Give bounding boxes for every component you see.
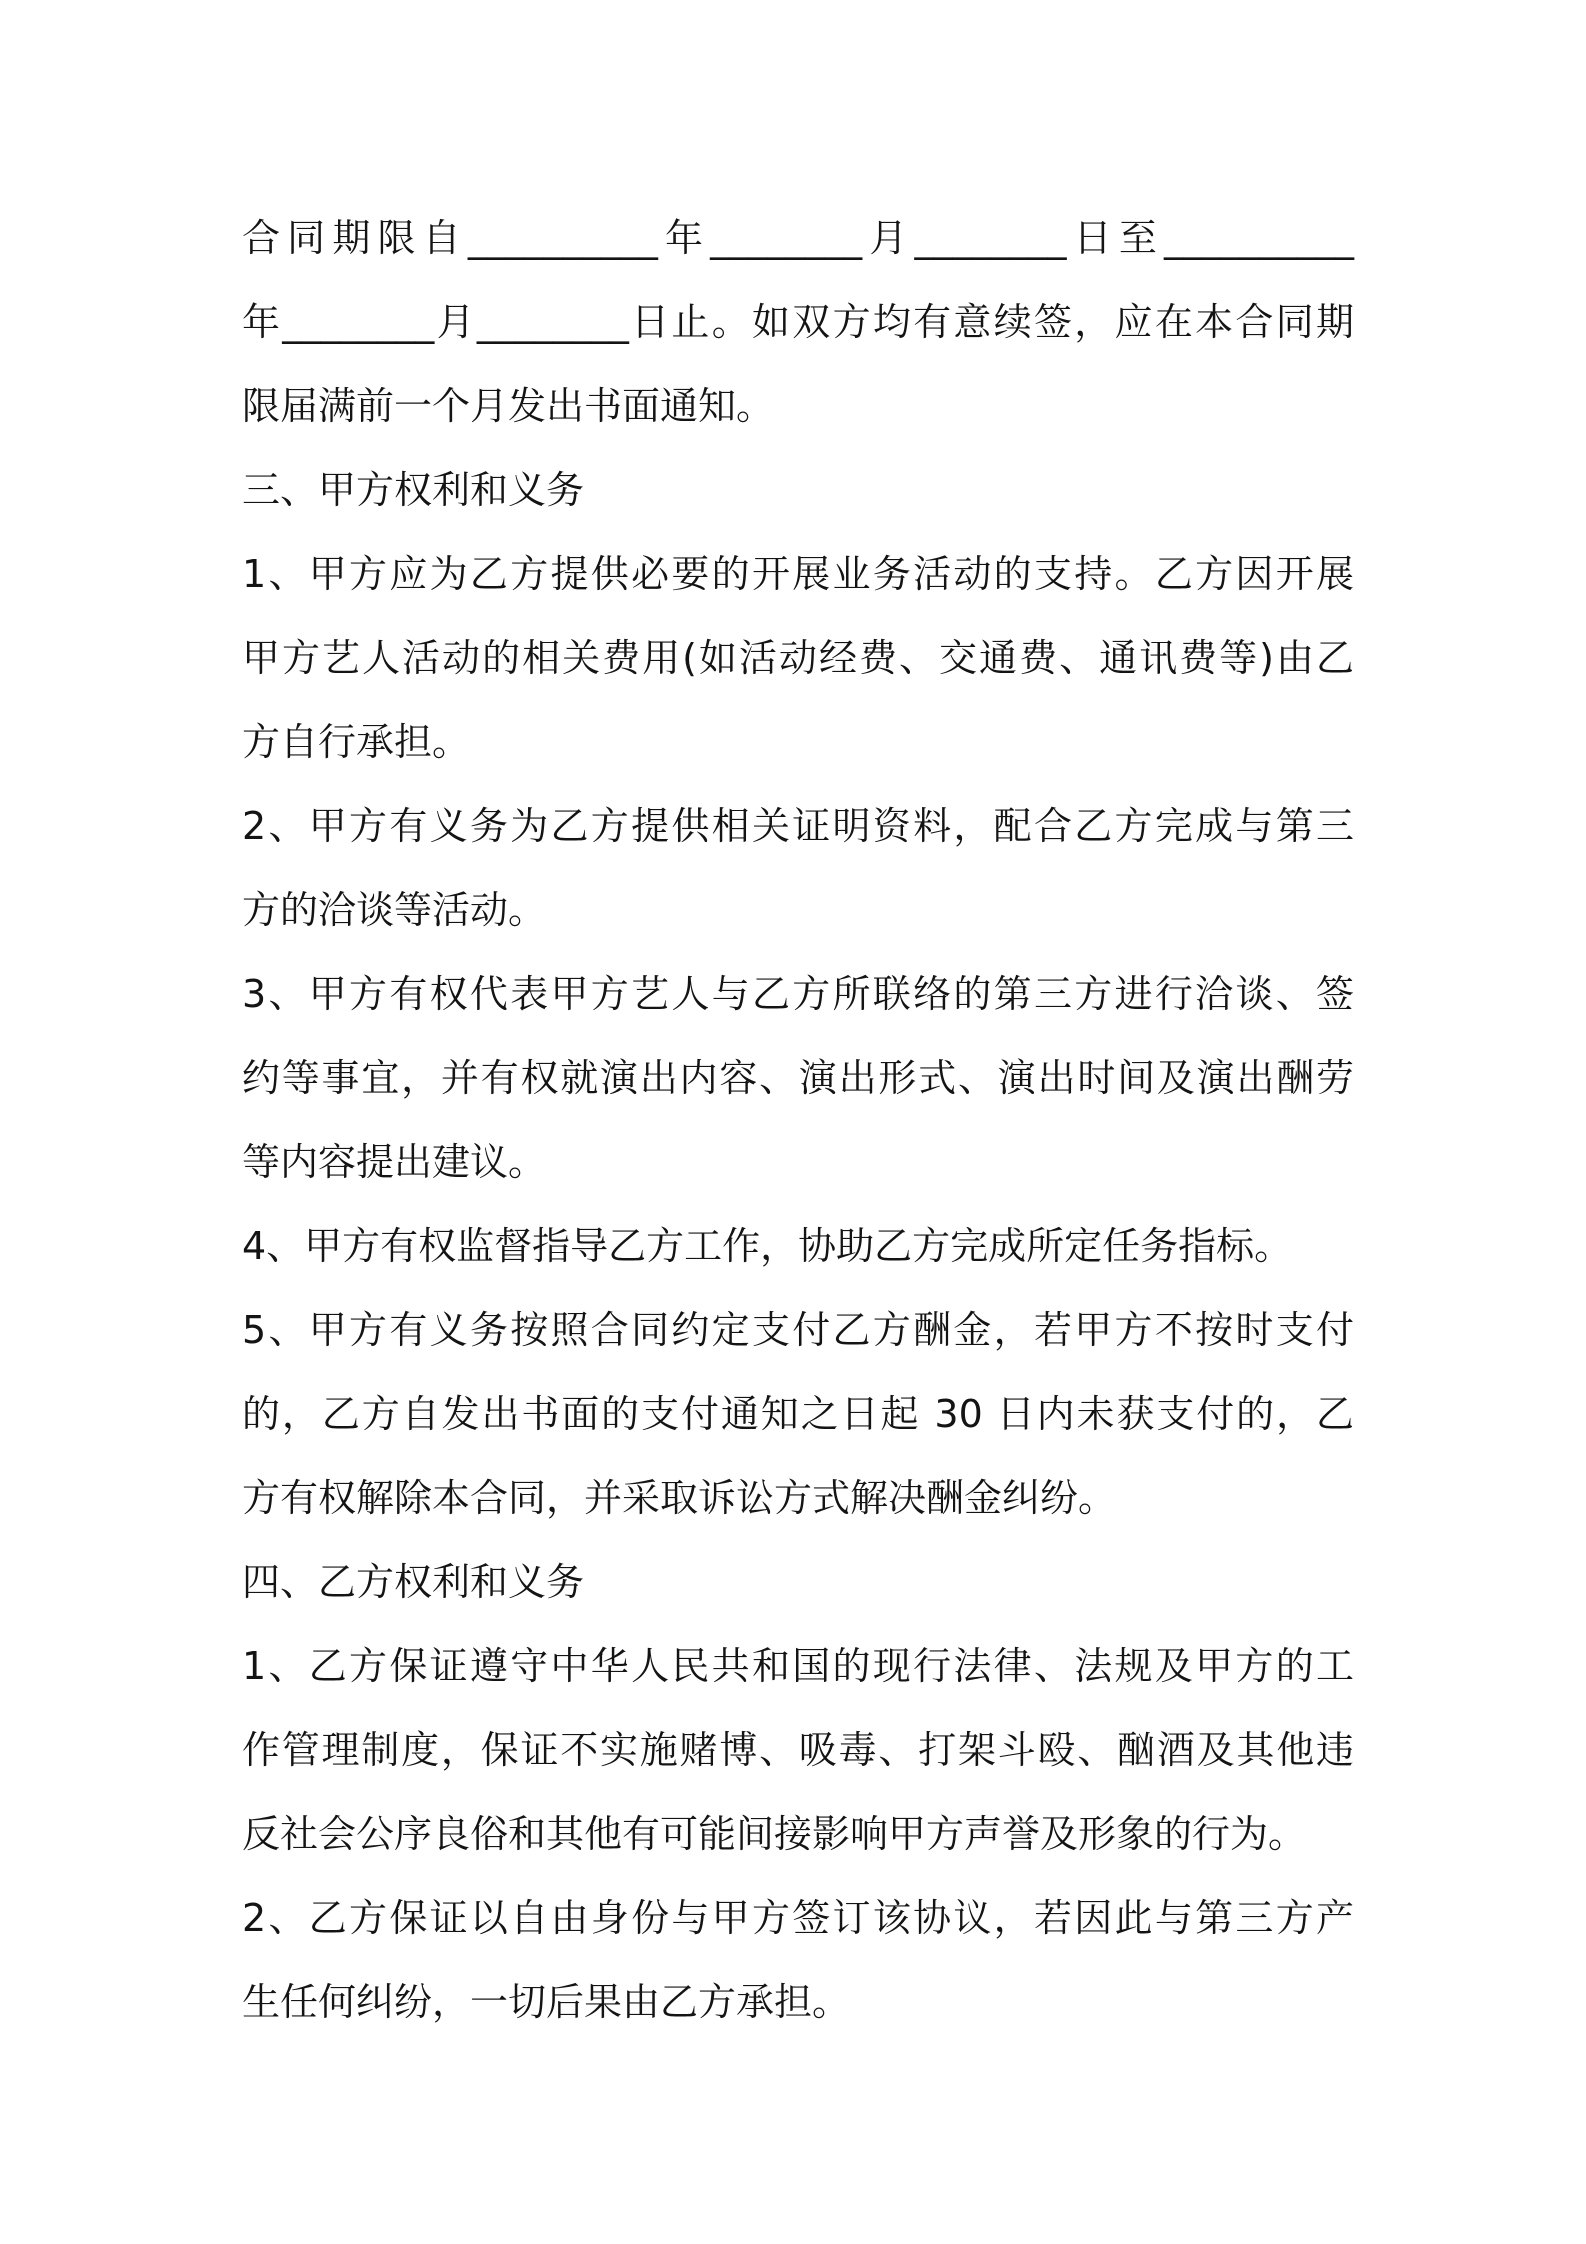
document-page	[242, 196, 1354, 2044]
text-line: 约等事宜，并有权就演出内容、演出形式、演出时间及演出酬劳	[242, 1056, 1354, 1100]
text-line: 的，乙方自发出书面的支付通知之日起 30 日内未获支付的，乙	[242, 1392, 1354, 1436]
text-line: 3、甲方有权代表甲方艺人与乙方所联络的第三方进行洽谈、签	[242, 972, 1354, 1016]
text-line: 年________月________日止。如双方均有意续签，应在本合同期	[242, 300, 1354, 344]
paragraph-a-clause-1	[242, 532, 1354, 784]
text-line: 作管理制度，保证不实施赌博、吸毒、打架斗殴、酗酒及其他违	[242, 1728, 1354, 1772]
paragraph-a-clause-2	[242, 784, 1354, 952]
text-line: 1、甲方应为乙方提供必要的开展业务活动的支持。乙方因开展	[242, 552, 1354, 596]
paragraph-b-clause-1	[242, 1624, 1354, 1876]
text-line: 2、乙方保证以自由身份与甲方签订该协议，若因此与第三方产	[242, 1896, 1354, 1940]
paragraph-b-clause-2	[242, 1876, 1354, 2044]
text-line: 方自行承担。	[242, 720, 471, 764]
text-line: 5、甲方有义务按照合同约定支付乙方酬金，若甲方不按时支付	[242, 1308, 1354, 1352]
text-line: 甲方艺人活动的相关费用(如活动经费、交通费、通讯费等)由乙	[242, 636, 1354, 680]
section-heading-party-b-rights	[242, 1540, 1354, 1624]
paragraph-a-clause-4	[242, 1204, 1354, 1288]
text-line: 方有权解除本合同，并采取诉讼方式解决酬金纠纷。	[242, 1476, 1117, 1520]
text-line: 合同期限自__________年________月________日至__________	[242, 216, 1354, 260]
text-line: 2、甲方有义务为乙方提供相关证明资料，配合乙方完成与第三	[242, 804, 1354, 848]
text-line: 限届满前一个月发出书面通知。	[242, 384, 775, 428]
text-line: 反社会公序良俗和其他有可能间接影响甲方声誉及形象的行为。	[242, 1812, 1307, 1856]
text-line: 4、甲方有权监督指导乙方工作，协助乙方完成所定任务指标。	[242, 1224, 1293, 1268]
paragraph-contract-term	[242, 196, 1354, 448]
text-line: 方的洽谈等活动。	[242, 888, 547, 932]
paragraph-a-clause-3	[242, 952, 1354, 1204]
text-line: 1、乙方保证遵守中华人民共和国的现行法律、法规及甲方的工	[242, 1644, 1354, 1688]
text-line: 等内容提出建议。	[242, 1140, 547, 1184]
paragraph-a-clause-5	[242, 1288, 1354, 1540]
section-heading: 四、乙方权利和义务	[242, 1560, 585, 1604]
section-heading-party-a-rights	[242, 448, 1354, 532]
text-line: 生任何纠纷，一切后果由乙方承担。	[242, 1980, 851, 2024]
section-heading: 三、甲方权利和义务	[242, 468, 585, 512]
